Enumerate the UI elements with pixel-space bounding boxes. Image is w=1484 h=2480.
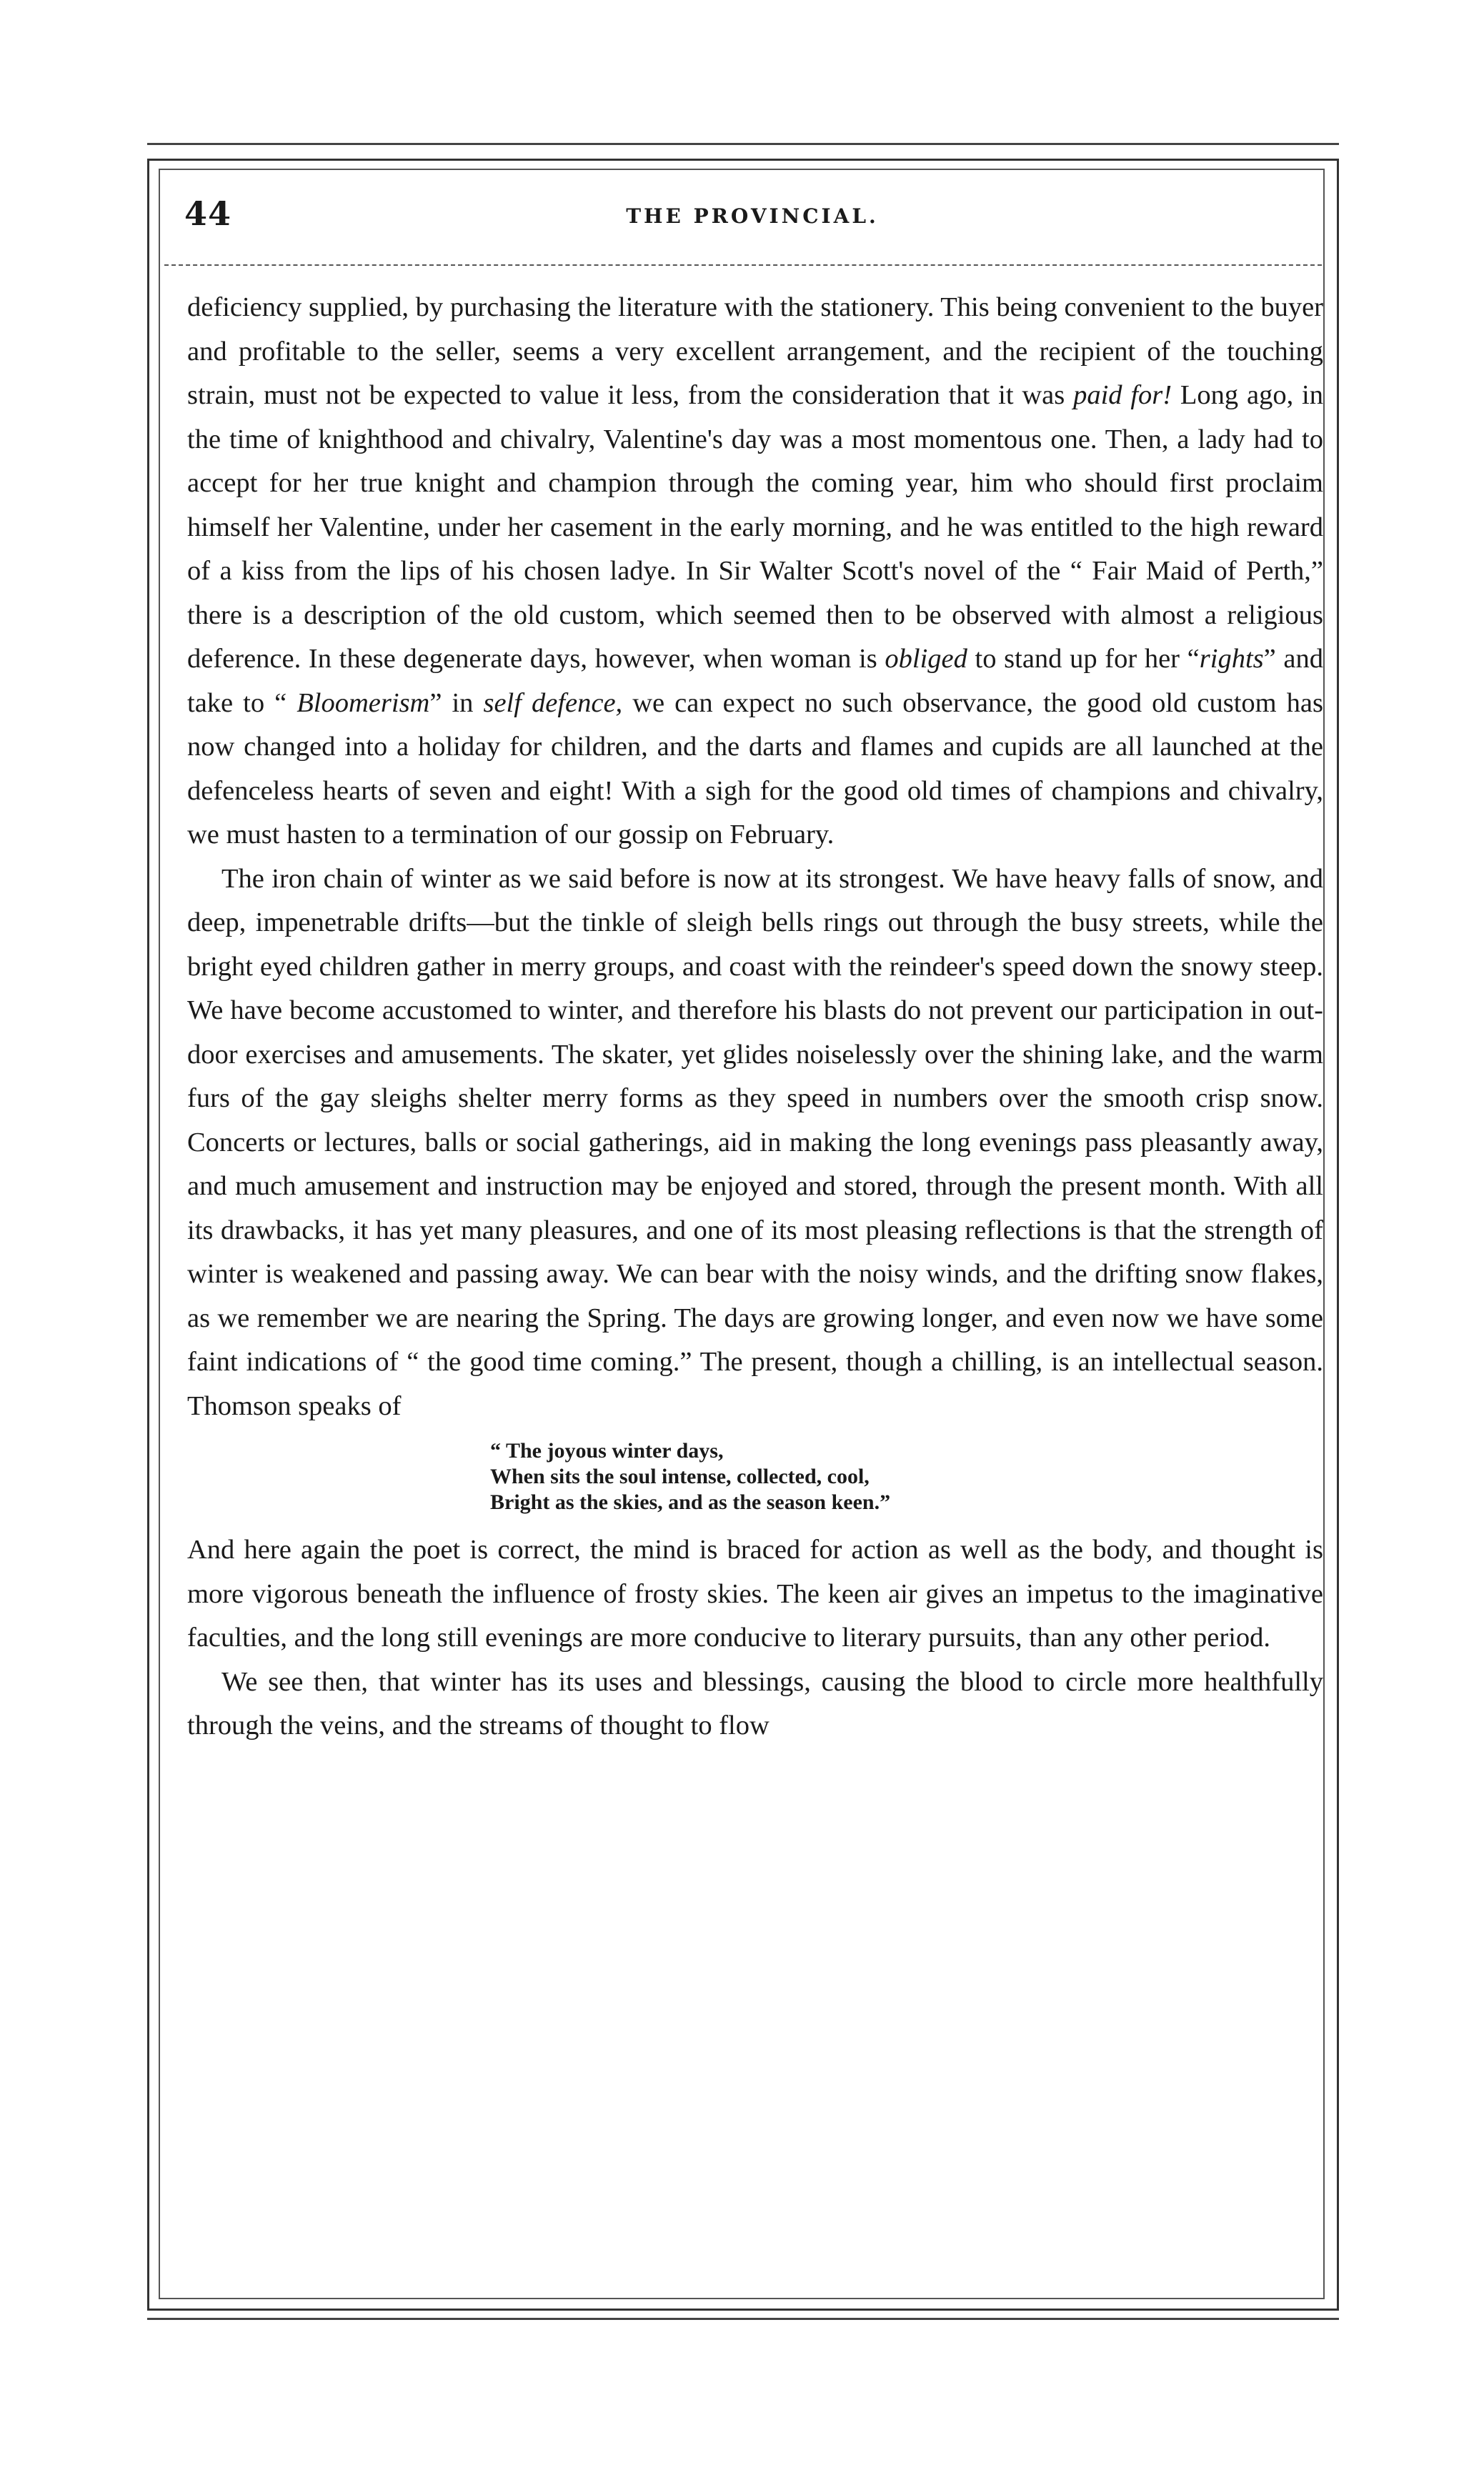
para1-text-a: deficiency supplied, by purchasing the literature with the stationery. This being convenient to the buyer and profitable to the seller, seems a very excellent arrangement, and the recipient of the touching strain, must not be expected to value it less, from the consideration that it was xyxy=(187,292,1323,410)
para1-text-f: we can expect no such observance, the good old custom has now changed into a holiday for children, and the darts and flames and cupids are all launched at the defenceless hearts of seven and eight! With a sigh for the good old times of champions and chivalry, we must hasten to a termination of our gossip on February. xyxy=(187,687,1323,850)
para1-emphasis-obliged: obliged xyxy=(885,644,967,674)
top-border-rule xyxy=(147,143,1339,145)
paragraph-1 xyxy=(187,286,1323,857)
poem-line: When sits the soul intense, collected, cool, xyxy=(490,1465,870,1488)
poem-line: “ The joyous winter days, xyxy=(490,1439,724,1463)
poem-quotation xyxy=(490,1438,1323,1515)
para1-emphasis-paid-for: paid for! xyxy=(1073,380,1172,410)
bottom-border-rule xyxy=(147,2318,1339,2320)
paragraph-2: The iron chain of winter as we said before is now at its strongest. We have heavy falls of snow, and deep, impenetrable drifts—but the tinkle of sleigh bells rings out through the busy streets, while the bright eyed children gather in merry groups, and coast with the reindeer's speed down the snowy steep. We have become accustomed to winter, and therefore his blasts do not prevent our participation in out-door exercises and amusements. The skater, yet glides noiselessly over the shining lake, and the warm furs of the gay sleighs shelter merry forms as they speed in numbers over the smooth crisp snow. Concerts or lectures, balls or social gatherings, aid in making the long evenings pass pleasantly away, and much amusement and instruction may be enjoyed and stored, through the present month. With all its drawbacks, it has yet many pleasures, and one of its most pleasing reflections is that the strength of winter is weakened and passing away. We can bear with the noisy winds, and the drifting snow flakes, as we remember we are nearing the Spring. The days are growing longer, and even now we have some faint indications of “ the good time coming.” The present, though a chilling, is an intellectual season. Thomson speaks of xyxy=(187,863,1323,1421)
page-header xyxy=(184,194,1320,244)
page-number: 44 xyxy=(184,194,232,233)
para1-text-e: ” in xyxy=(429,687,484,718)
paragraph-4: We see then, that winter has its uses and blessings, causing the blood to circle more healthfully through the veins, and the streams of thought to flow xyxy=(187,1666,1323,1741)
para1-emphasis-bloomerism: Bloomerism xyxy=(297,687,430,718)
para1-text-d: ” and take to “ xyxy=(187,644,1323,718)
body-text xyxy=(187,286,1323,1748)
para1-text-c: to stand up for her “ xyxy=(967,644,1200,674)
paragraph-3: And here again the poet is correct, the mind is braced for action as well as the body, and thought is more vigorous beneath the influence of frosty skies. The keen air gives an impetus to the imaginative faculties, and the long still evenings are more conducive to literary pursuits, than any other period. xyxy=(187,1535,1323,1653)
poem-line: Bright as the skies, and as the season keen.” xyxy=(490,1490,891,1514)
running-title: THE PROVINCIAL. xyxy=(626,204,879,228)
header-rule xyxy=(164,264,1322,266)
para1-text-b: Long ago, in the time of knighthood and chivalry, Valentine's day was a most momentous one. Then, a lady had to accept for her true knight and champion through the coming year, him who should first proclaim himself her Valentine, under her casement in the early morning, and he was entitled to the high reward of a kiss from the lips of his chosen ladye. In Sir Walter Scott's novel of the “ Fair Maid of Perth,” there is a description of the old custom, which seemed then to be observed with almost a religious deference. In these degenerate days, however, when woman is xyxy=(187,380,1323,674)
para1-emphasis-self-defence: self defence, xyxy=(483,687,623,718)
para1-emphasis-rights: rights xyxy=(1199,644,1264,674)
